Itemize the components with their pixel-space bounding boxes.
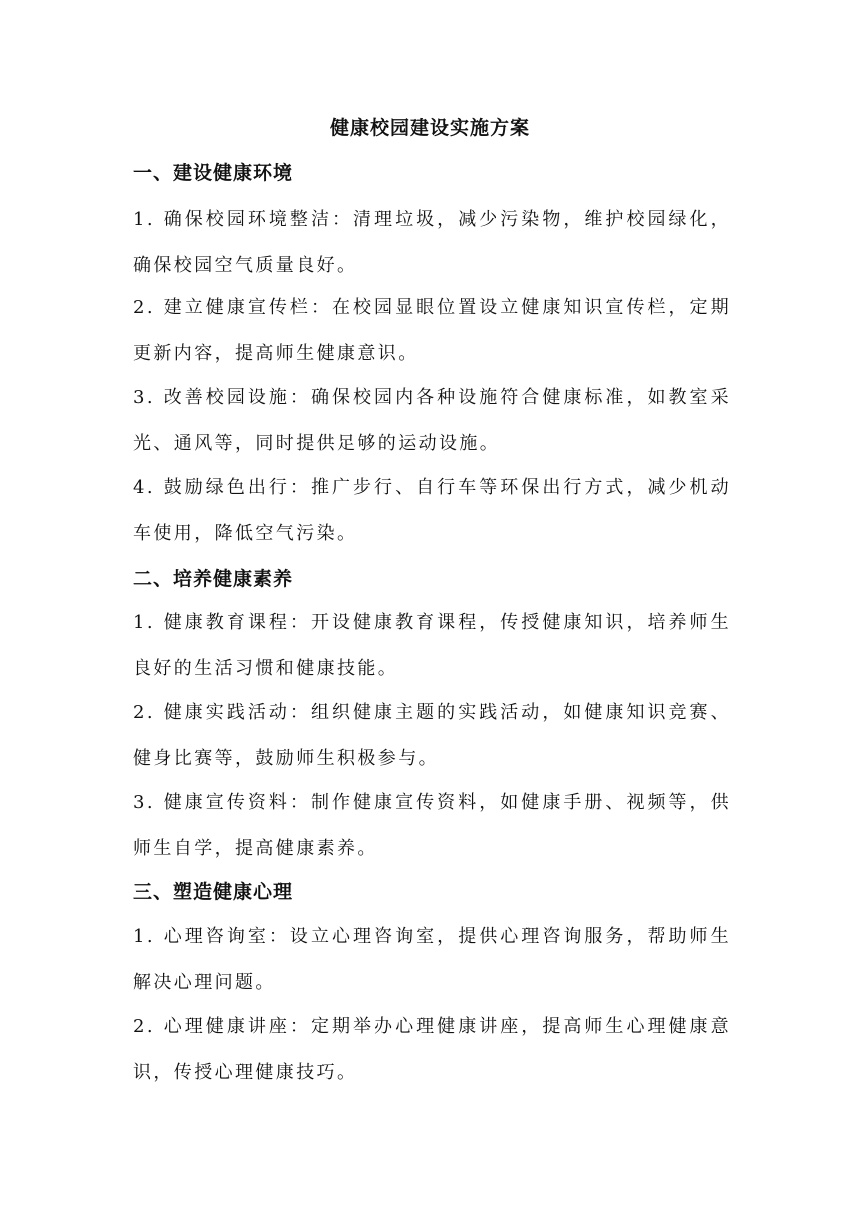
paragraph-1-4: 4. 鼓励绿色出行：推广步行、自行车等环保出行方式，减少机动车使用，降低空气污染。	[133, 477, 731, 544]
paragraph-2-1: 1. 健康教育课程：开设健康教育课程，传授健康知识，培养师生良好的生活习惯和健康技能。	[133, 612, 731, 679]
paragraph-1-3: 3. 改善校园设施：确保校园内各种设施符合健康标准，如教室采光、通风等，同时提供足够的运动设施。	[133, 387, 731, 454]
section-heading-2: 二、培养健康素养	[133, 568, 294, 590]
section-heading-1: 一、建设健康环境	[133, 162, 294, 184]
paragraph-2-2: 2. 健康实践活动：组织健康主题的实践活动，如健康知识竞赛、健身比赛等，鼓励师生积极参与。	[133, 702, 731, 769]
paragraph-1-1: 1. 确保校园环境整洁：清理垃圾，减少污染物，维护校园绿化，确保校园空气质量良好。	[133, 209, 731, 276]
paragraph-1-2: 2. 建立健康宣传栏：在校园显眼位置设立健康知识宣传栏，定期更新内容，提高师生健康意识。	[133, 297, 731, 364]
paragraph-2-3: 3. 健康宣传资料：制作健康宣传资料，如健康手册、视频等，供师生自学，提高健康素养。	[133, 792, 731, 859]
paragraph-3-2: 2. 心理健康讲座：定期举办心理健康讲座，提高师生心理健康意识，传授心理健康技巧。	[133, 1016, 731, 1083]
paragraph-3-1: 1. 心理咨询室：设立心理咨询室，提供心理咨询服务，帮助师生解决心理问题。	[133, 926, 731, 993]
section-heading-3: 三、塑造健康心理	[133, 881, 294, 903]
document-title: 健康校园建设实施方案	[329, 117, 530, 139]
